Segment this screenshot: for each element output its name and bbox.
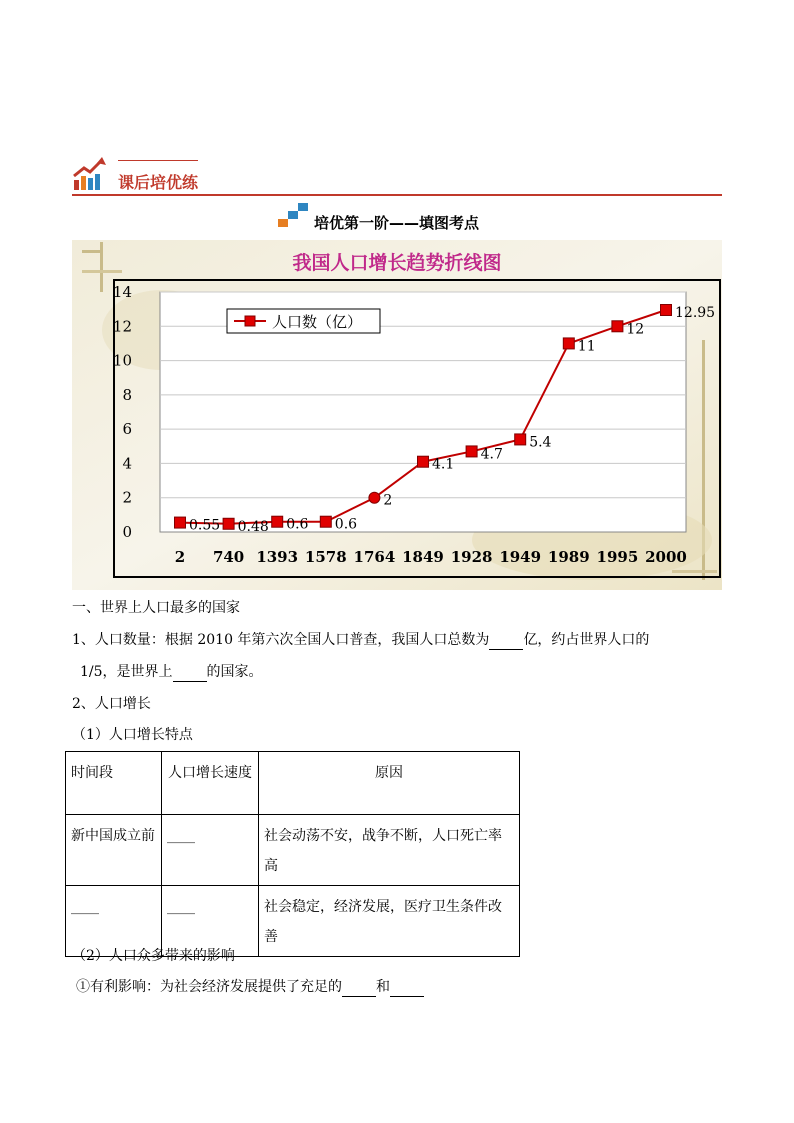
data-point <box>223 518 234 529</box>
data-point <box>320 516 331 527</box>
data-point <box>272 516 283 527</box>
blank-impact-1[interactable] <box>342 980 376 997</box>
q1-text-1: 1、人口数量：根据 2010 年第六次全国人口普查，我国人口总数为 <box>72 632 490 648</box>
data-label: 4.7 <box>480 446 503 463</box>
cell-period-1: 新中国成立前 <box>66 815 162 886</box>
data-point <box>175 517 186 528</box>
data-label: 0.48 <box>237 518 269 535</box>
cell-period-2-blank[interactable]: ____ <box>66 886 162 957</box>
x-tick-label: 740 <box>212 548 245 566</box>
table-row <box>66 815 520 886</box>
cell-reason-1: 社会动荡不安，战争不断，人口死亡率高 <box>259 815 520 886</box>
y-tick-label: 4 <box>122 454 132 473</box>
y-tick-label: 6 <box>122 420 132 439</box>
question-1-line-1 <box>72 630 649 650</box>
data-point <box>466 446 477 457</box>
x-tick-label: 1928 <box>450 548 493 566</box>
y-tick-label: 0 <box>122 523 132 541</box>
y-tick-label: 2 <box>122 488 132 507</box>
table-header-row <box>66 752 520 815</box>
data-point <box>515 434 526 445</box>
header-title: 课后培优练 <box>118 173 199 192</box>
data-label: 0.6 <box>334 516 358 533</box>
data-label: 12 <box>626 321 645 338</box>
data-point <box>369 492 380 503</box>
data-point <box>418 456 429 467</box>
x-tick-label: 1578 <box>304 548 347 566</box>
x-tick-label: 1849 <box>402 548 444 566</box>
header-cell-reason: 原因 <box>259 752 520 815</box>
y-tick-label: 8 <box>122 385 132 404</box>
population-line-chart <box>72 240 722 590</box>
legend <box>227 309 380 333</box>
data-label: 5.4 <box>529 434 552 451</box>
legend-marker <box>245 316 255 326</box>
data-label: 2 <box>383 492 393 509</box>
growth-features-table <box>65 751 520 957</box>
x-tick-label: 1949 <box>499 548 542 566</box>
heading-largest-population: 一、世界上人口最多的国家 <box>72 600 240 616</box>
header-cell-speed: 人口增长速度 <box>162 752 259 815</box>
question-1-line-2 <box>80 662 263 682</box>
q1-text-4: 的国家。 <box>206 664 263 680</box>
data-point <box>612 321 623 332</box>
q1-text-3: 1/5，是世界上 <box>80 664 173 680</box>
data-label: 0.6 <box>286 516 309 533</box>
cell-speed-1-blank[interactable]: ____ <box>162 815 259 886</box>
subheading-growth-features: （1）人口增长特点 <box>72 727 193 743</box>
x-tick-label: 1989 <box>547 548 590 566</box>
y-tick-label: 10 <box>112 351 132 370</box>
y-tick-label: 12 <box>112 317 132 336</box>
chart-growth-icon <box>72 156 108 192</box>
cell-reason-2: 社会稳定，经济发展，医疗卫生条件改善 <box>259 886 520 957</box>
steps-icon <box>276 202 310 228</box>
cell-speed-2-blank[interactable]: ____ <box>162 886 259 957</box>
x-tick-label: 2000 <box>645 548 687 566</box>
heading-population-growth: 2、人口增长 <box>72 696 151 712</box>
data-label: 4.1 <box>432 456 455 473</box>
impact-text-1: ①有利影响：为社会经济发展提供了充足的 <box>76 979 342 995</box>
data-label: 11 <box>577 338 596 355</box>
x-tick-label: 1995 <box>596 548 639 566</box>
chart-title: 我国人口增长趋势折线图 <box>292 252 502 274</box>
data-label: 12.95 <box>675 305 716 321</box>
subheading-impact: （2）人口众多带来的影响 <box>72 948 235 964</box>
impact-text-2: 和 <box>376 979 390 995</box>
y-tick-label: 14 <box>112 283 132 301</box>
blank-population-total[interactable] <box>489 633 523 650</box>
blank-largest-country[interactable] <box>173 665 207 682</box>
header-top-line <box>118 160 198 161</box>
q1-text-2: 亿，约占世界人口的 <box>523 632 650 648</box>
data-point <box>563 338 574 349</box>
header-divider <box>72 194 722 196</box>
header-cell-period: 时间段 <box>66 752 162 815</box>
legend-label: 人口数（亿） <box>272 313 363 331</box>
impact-line <box>76 977 424 997</box>
blank-impact-2[interactable] <box>390 980 424 997</box>
data-point <box>661 305 672 316</box>
x-tick-label: 2 <box>174 548 186 566</box>
section-title: 培优第一阶——填图考点 <box>314 214 480 232</box>
x-tick-label: 1764 <box>353 548 396 566</box>
data-label: 0.55 <box>189 517 221 534</box>
x-tick-label: 1393 <box>256 548 299 566</box>
